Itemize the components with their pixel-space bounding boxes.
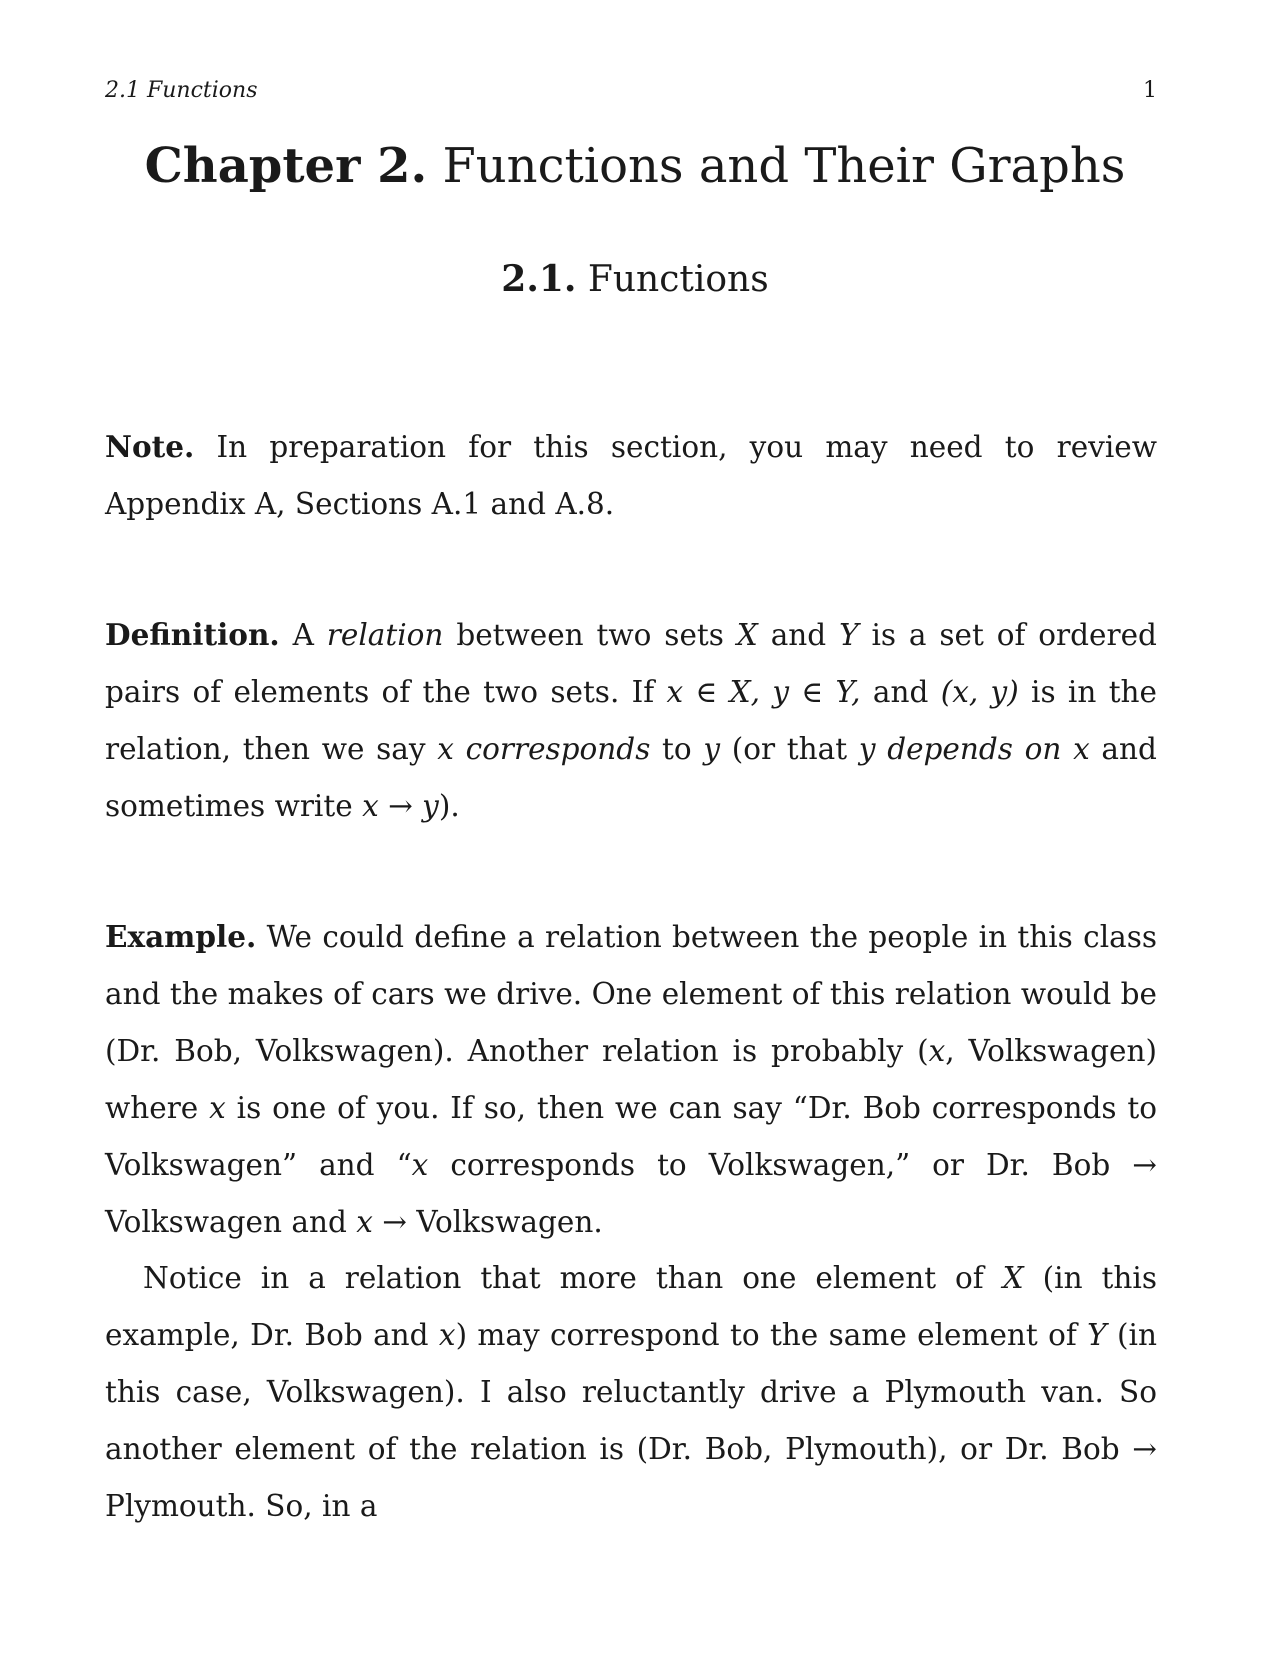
math-X: X <box>736 618 758 652</box>
text-run: (in this example, Dr. Bob and <box>105 1261 1157 1352</box>
math-pair: (x, y) <box>940 675 1019 709</box>
math-y-in-Y: y ∈ Y, <box>772 675 861 709</box>
section-number: 2.1. <box>501 258 577 300</box>
text-run: Notice in a relation that more than one element of <box>143 1261 984 1295</box>
math-x: x <box>209 1091 226 1125</box>
math-y: y <box>703 732 721 766</box>
math-x: x <box>437 732 454 766</box>
math-Y: Y <box>839 618 859 652</box>
text-run: is a set of ordered pairs of elements of the two sets. If <box>105 618 1157 709</box>
notice-paragraph <box>105 1250 1157 1535</box>
math-x: x <box>438 1318 456 1352</box>
math-Y: Y <box>1087 1318 1107 1352</box>
text-run: corresponds to Volkswagen,” or Dr. Bob → Volkswagen and <box>105 1148 1157 1239</box>
text-run: (or that <box>731 732 848 766</box>
text-run: → Volkswagen. <box>382 1205 603 1239</box>
note-label: Note. <box>105 429 195 464</box>
note-text: In preparation for this section, you may need to review Appendix A, Sections A.1 and A.8. <box>105 430 1157 521</box>
note-paragraph <box>105 418 1157 533</box>
math-x-in-X: x ∈ X, <box>666 675 761 709</box>
text-run: ) may correspond to the same element of <box>455 1318 1077 1352</box>
text-run: between two sets <box>456 618 724 652</box>
definition-paragraph <box>105 606 1157 835</box>
text-run: and <box>872 675 929 709</box>
section-name: Functions <box>587 259 769 300</box>
running-header <box>105 78 1157 103</box>
text-run: and sometimes write <box>105 732 1157 823</box>
math-arrow-expression: x → y <box>362 789 439 823</box>
text-run: We could define a relation between the people in this class and the makes of cars we drive. One element of this relation would be (Dr. Bob, Volkswagen). Another relation is probably ( <box>105 920 1157 1068</box>
text-run: ). <box>438 789 460 823</box>
math-x: x <box>1073 732 1090 766</box>
running-title: 2.1 Functions <box>105 78 258 103</box>
text-run: (in this case, Volkswagen). I also reluctantly drive a Plymouth van. So another element of the relation is (Dr. Bob, Plymouth), or Dr. Bob → Plymouth. So, in a <box>105 1318 1157 1523</box>
text-run: is one of you. If so, then we can say “Dr. Bob corresponds to Volkswagen” and “ <box>105 1091 1157 1182</box>
term-depends-on: depends on <box>887 732 1062 766</box>
chapter-number: Chapter 2. <box>144 138 428 194</box>
text-run: and <box>770 618 827 652</box>
math-y: y <box>858 732 876 766</box>
math-x: x <box>356 1205 373 1239</box>
text-run: is in the relation, then we say <box>105 675 1157 766</box>
math-x: x <box>411 1148 429 1182</box>
text-run: to <box>662 732 692 766</box>
section-title <box>0 258 1270 300</box>
math-X: X <box>1002 1261 1024 1295</box>
chapter-title <box>0 138 1270 194</box>
definition-label: Definition. <box>105 617 280 652</box>
text-run: A <box>292 618 314 652</box>
term-relation: relation <box>326 618 444 652</box>
example-paragraph <box>105 908 1157 1251</box>
text-run: , Volkswagen) where <box>105 1034 1157 1125</box>
chapter-name: Functions and Their Graphs <box>442 138 1126 194</box>
term-corresponds: corresponds <box>465 732 651 766</box>
math-x: x <box>928 1034 946 1068</box>
page-number: 1 <box>1143 78 1157 103</box>
example-label: Example. <box>105 919 257 954</box>
